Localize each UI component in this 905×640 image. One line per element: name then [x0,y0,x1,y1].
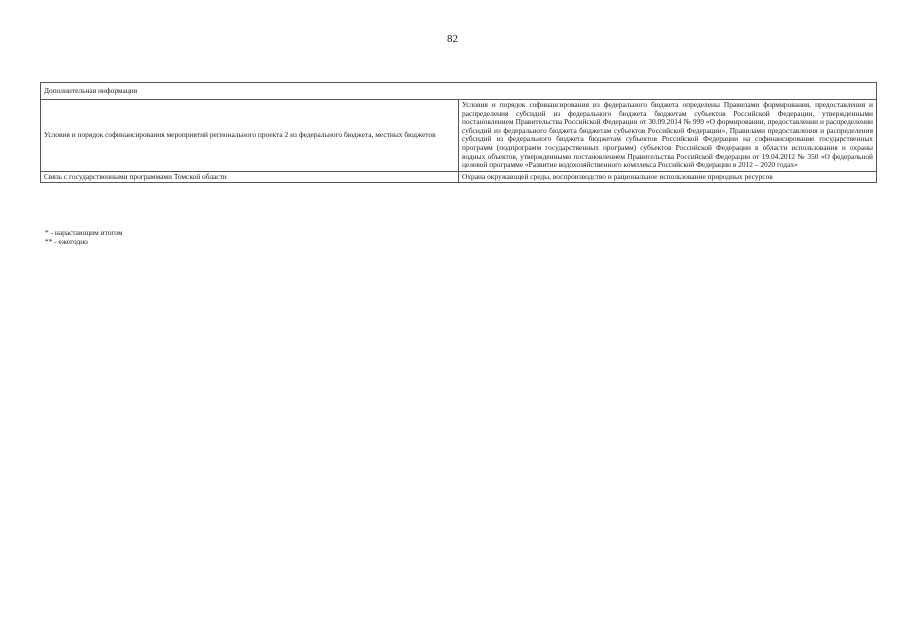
cofinancing-value: Условия и порядок софинансирования из федерального бюджета определены Правилами формирования, предоставления и распределения субсидий из федерального бюджета бюджетам субъектов Российской Федерации, утвержденными постановлением Правительства Российской Федерации от 30.09.2014 № 999 «О формировании, предоставлении и распределении субсидий из федерального бюджета бюджетам субъектов Российской Федерации», Правилами предоставления и распределения субсидий из федерального бюджета бюджетам субъектов Российской Федерации на софинансирование государственных программ (подпрограмм государственных программ) субъектов Российской Федерации в области использования и охраны водных объектов, утвержденными постановлением Правительства Российской Федерации от 19.04.2012 № 350 «О федеральной целевой программе «Развитие водохозяйственного комплекса Российской Федерации в 2012 – 2020 годах» [459,100,877,172]
table-row [41,171,877,183]
footnote-annual: ** - ежегодно [45,237,88,246]
table-header-row [41,83,877,100]
footnote-cumulative: * - нарастающим итогом [45,228,123,237]
footnotes [45,228,123,246]
table-row [41,100,877,172]
additional-info-table [40,82,877,183]
page-number: 82 [447,33,458,45]
cofinancing-label: Условия и порядок софинансирования мероприятий регионального проекта 2 из федерального бюджета, местных бюджетов [41,100,459,172]
state-programs-label: Связь с государственными программами Томской области [41,171,459,183]
state-programs-value: Охрана окружающей среды, воспроизводство и рациональное использование природных ресурсов [459,171,877,183]
section-header: Дополнительная информация [41,83,877,100]
